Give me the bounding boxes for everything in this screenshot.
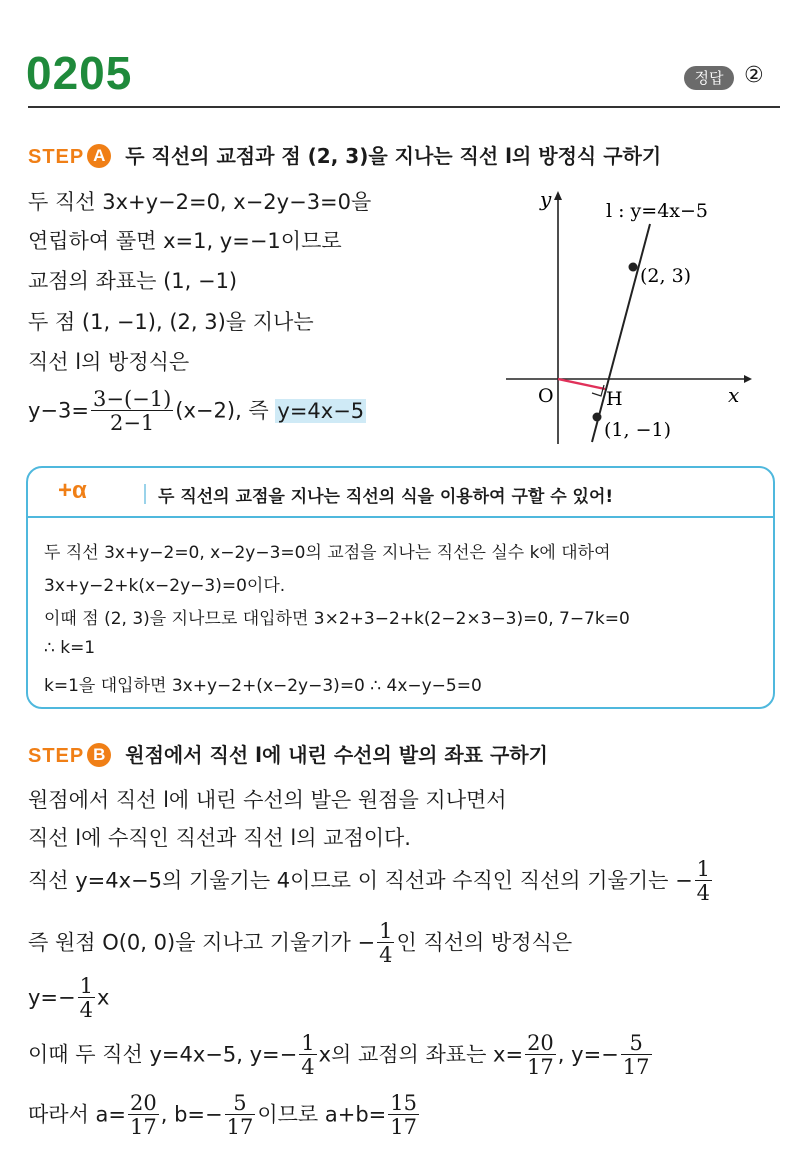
tip-icon: +α <box>58 477 87 504</box>
step-b-line6: 이때 두 직선 y=4x−5, y=− $\frac{1}{4}$ x의 교점의 좌표는 x= $\frac{20}{17}$ , y=− $\frac{5}{17}$ <box>28 1031 650 1080</box>
step-a-line4: 두 점 (1, −1), (2, 3)을 지나는 <box>28 310 314 334</box>
point-2-3-label: (2, 3) <box>640 265 692 287</box>
y-axis-label: y <box>540 187 552 211</box>
step-b-line4: 즉 원점 O(0, 0)을 지나고 기울기가 − $\frac{1}{4}$ 인 직선의 방정식은 <box>28 919 573 968</box>
step-a-line1: 두 직선 3x+y−2=0, x−2y−3=0을 <box>28 190 372 214</box>
tip-line1: 두 직선 3x+y−2=0, x−2y−3=0의 교점을 지나는 직선은 실수 k에 대하여 <box>44 543 611 563</box>
perpendicular-segment <box>558 379 605 389</box>
answer-value: ② <box>744 63 764 88</box>
x-axis-arrow <box>744 375 752 383</box>
step-b-label: STEP <box>28 745 85 767</box>
tip-divider <box>144 484 146 504</box>
step-b-heading <box>28 739 548 768</box>
tip-line3: 이때 점 (2, 3)을 지나므로 대입하면 3×2+3−2+k(2−2×3−3)=0, 7−7k=0 <box>44 609 630 629</box>
line-eq-mid: (x−2), 즉 <box>175 398 276 423</box>
y-axis-arrow <box>554 191 562 200</box>
answer-badge: 정답 <box>684 66 734 90</box>
line-eq-lhs: y−3= <box>28 398 89 423</box>
step-b-line1: 원점에서 직선 l에 내린 수선의 발은 원점을 지나면서 <box>28 788 507 812</box>
step-b-line3: 직선 y=4x−5의 기울기는 4이므로 이 직선과 수직인 직선의 기울기는 − $\frac{1}{4}$ <box>28 857 711 906</box>
problem-number: 0205 <box>26 47 133 99</box>
x-axis-label: x <box>728 383 740 407</box>
step-a-line2: 연립하여 풀면 x=1, y=−1이므로 <box>28 229 342 253</box>
point-2-3 <box>629 263 638 272</box>
point-1-neg1-label: (1, −1) <box>604 419 672 441</box>
step-b-line2: 직선 l에 수직인 직선과 직선 l의 교점이다. <box>28 826 411 850</box>
step-a-heading <box>28 140 661 169</box>
step-a-label: STEP <box>28 146 85 168</box>
tip-title: 두 직선의 교점을 지나는 직선의 식을 이용하여 구할 수 있어! <box>158 487 614 507</box>
line-l-label: l : y=4x−5 <box>606 200 709 222</box>
tip-line2: 3x+y−2+k(x−2y−3)=0이다. <box>44 576 286 596</box>
step-a-badge: A <box>87 144 111 168</box>
step-b-line7: 따라서 a= $\frac{20}{17}$ , b=− $\frac{5}{17}$ 이므로 a+b= $\frac{15}{17}$ <box>28 1091 418 1140</box>
step-a-line5: 직선 l의 방정식은 <box>28 350 190 374</box>
step-b-line5: y=− $\frac{1}{4}$ x <box>28 974 110 1023</box>
origin-label: O <box>538 385 554 407</box>
tip-inner-rule <box>28 516 773 518</box>
step-a-title: 두 직선의 교점과 점 (2, 3)을 지나는 직선 l의 방정식 구하기 <box>125 144 662 168</box>
tip-line4: ∴ k=1 <box>44 638 96 658</box>
header-rule <box>28 106 780 108</box>
step-b-badge: B <box>87 743 111 767</box>
point-1-neg1 <box>593 413 602 422</box>
line-eq-result: y=4x−5 <box>277 398 365 423</box>
step-a-line3: 교점의 좌표는 (1, −1) <box>28 269 238 293</box>
tip-line5: k=1을 대입하면 3x+y−2+(x−2y−3)=0 ∴ 4x−y−5=0 <box>44 676 482 696</box>
slope-fraction: $\frac{3-(-1)}{2-1}$ <box>92 387 172 436</box>
step-b-title: 원점에서 직선 l에 내린 수선의 발의 좌표 구하기 <box>125 743 548 767</box>
step-a-line6 <box>28 388 366 435</box>
coordinate-graph <box>500 186 760 448</box>
foot-label: H <box>606 388 623 410</box>
